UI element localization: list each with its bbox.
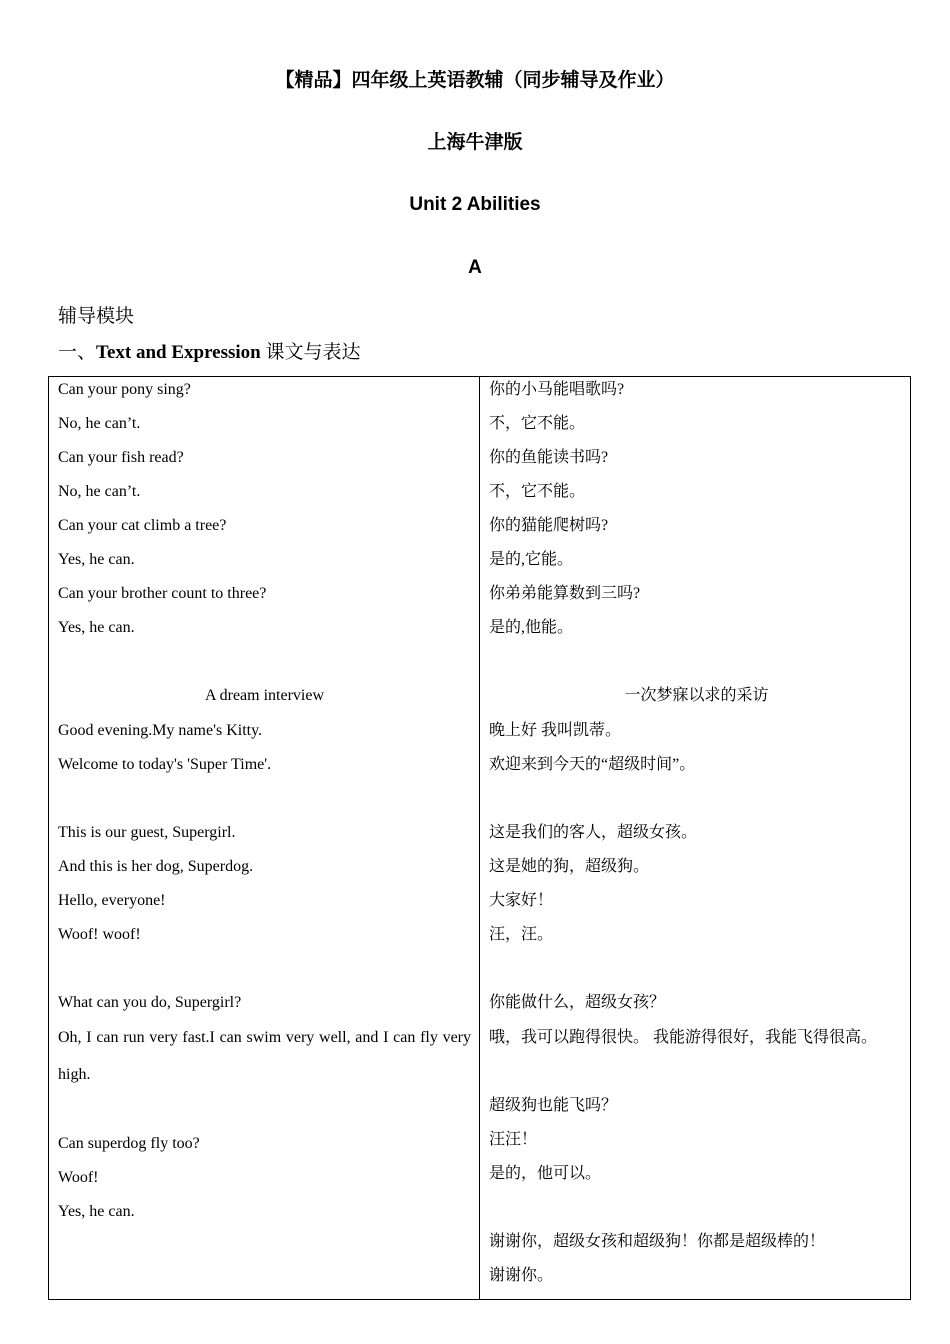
section-title-cn: 课文与表达 bbox=[260, 342, 361, 363]
english-line: Can superdog fly too? bbox=[58, 1135, 200, 1152]
chinese-line: 不，它不能。 bbox=[489, 415, 586, 432]
chinese-line: 你的猫能爬树吗? bbox=[489, 517, 609, 534]
chinese-line: 你弟弟能算数到三吗? bbox=[489, 585, 641, 602]
chinese-line: 谢谢你。 bbox=[489, 1267, 554, 1284]
english-line: No, he can’t. bbox=[58, 483, 141, 500]
chinese-line: 欢迎来到今天的“超级时间”。 bbox=[489, 756, 696, 773]
chinese-line: 你的小马能唱歌吗? bbox=[489, 381, 625, 398]
chinese-line: 不，它不能。 bbox=[489, 483, 586, 500]
chinese-line: 大家好！ bbox=[489, 892, 554, 909]
chinese-line: 这是我们的客人，超级女孩。 bbox=[489, 824, 698, 841]
english-line: Oh, I can run very fast.I can swim very well, and I can fly very high. bbox=[58, 1029, 471, 1083]
english-story-title: A dream interview bbox=[204, 687, 325, 704]
section-title-en: Text and Expression bbox=[96, 342, 261, 363]
english-line: Good evening.My name's Kitty. bbox=[58, 722, 263, 739]
english-line: Yes, he can. bbox=[58, 619, 135, 636]
chinese-line: 是的，他可以。 bbox=[489, 1165, 602, 1182]
english-line: No, he can’t. bbox=[58, 415, 141, 432]
module-label: 辅导模块 bbox=[58, 306, 135, 327]
chinese-line: 是的,他能。 bbox=[489, 619, 574, 636]
chinese-line: 超级狗也能飞吗？ bbox=[489, 1097, 618, 1114]
english-line: Can your pony sing? bbox=[58, 381, 191, 398]
english-line: And this is her dog, Superdog. bbox=[58, 858, 254, 875]
text-expression-table bbox=[48, 376, 911, 1300]
chinese-story-title: 一次梦寐以求的采访 bbox=[624, 687, 769, 704]
column-divider bbox=[479, 377, 480, 1299]
english-line: Woof! woof! bbox=[58, 926, 141, 943]
chinese-line: 晚上好 我叫凯蒂。 bbox=[489, 722, 622, 739]
chinese-line: 是的,它能。 bbox=[489, 551, 574, 568]
english-line: Yes, he can. bbox=[58, 1203, 135, 1220]
english-line: Yes, he can. bbox=[58, 551, 135, 568]
chinese-line: 谢谢你，超级女孩和超级狗！你都是超级棒的！ bbox=[489, 1233, 826, 1250]
unit-title: Unit 2 Abilities bbox=[409, 194, 541, 215]
english-line: What can you do, Supergirl? bbox=[58, 994, 242, 1011]
chinese-line: 汪，汪。 bbox=[489, 926, 554, 943]
document-title: 【精品】四年级上英语教辅（同步辅导及作业） bbox=[275, 70, 675, 91]
english-line: Can your brother count to three? bbox=[58, 585, 267, 602]
chinese-line: 你能做什么，超级女孩？ bbox=[489, 994, 666, 1011]
english-line: Woof! bbox=[58, 1169, 99, 1186]
english-line: Welcome to today's 'Super Time'. bbox=[58, 756, 272, 773]
section-number: 一、 bbox=[58, 342, 97, 363]
english-line: This is our guest, Supergirl. bbox=[58, 824, 236, 841]
part-label: A bbox=[468, 257, 482, 278]
section-heading bbox=[58, 341, 361, 365]
document-subtitle-edition: 上海牛津版 bbox=[427, 132, 523, 153]
chinese-line: 你的鱼能读书吗? bbox=[489, 449, 609, 466]
chinese-line: 汪汪！ bbox=[489, 1131, 538, 1148]
chinese-line: 哦，我可以跑得很快。 我能游得很好，我能飞得很高。 bbox=[489, 1029, 878, 1046]
english-line: Can your fish read? bbox=[58, 449, 184, 466]
english-line: Can your cat climb a tree? bbox=[58, 517, 227, 534]
chinese-line: 这是她的狗，超级狗。 bbox=[489, 858, 650, 875]
english-line: Hello, everyone! bbox=[58, 892, 166, 909]
